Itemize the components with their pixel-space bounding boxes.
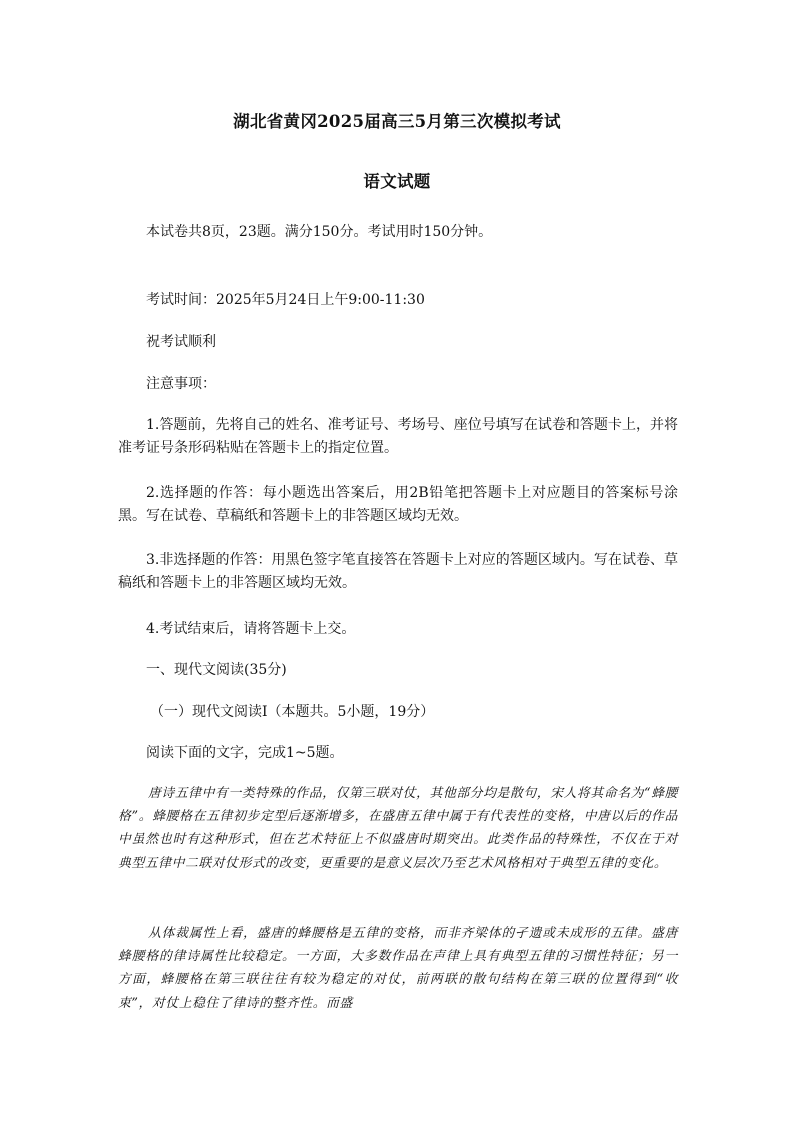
exam-title: 湖北省黄冈2025届高三5月第三次模拟考试 bbox=[233, 112, 561, 131]
section-heading: 一、现代文阅读(35分) bbox=[146, 662, 287, 678]
exam-wish: 祝考试顺利 bbox=[146, 334, 216, 350]
notice-item: 2.选择题的作答：每小题选出答案后，用2B铅笔把答题卡上对应题目的答案标号涂黑。写在试卷、草稿纸和答题卡上的非答题区域均无效。 bbox=[118, 485, 678, 524]
section-sub-heading: （一）现代文阅读Ⅰ（本题共。5小题，19分） bbox=[150, 704, 435, 720]
notice-item: 3.非选择题的作答：用黑色签字笔直接答在答题卡上对应的答题区域内。写在试卷、草稿纸和答题卡上的非答题区域均无效。 bbox=[118, 552, 678, 591]
notice-item: 1.答题前，先将自己的姓名、准考证号、考场号、座位号填写在试卷和答题卡上，并将准考证号条形码粘贴在答题卡上的指定位置。 bbox=[118, 417, 678, 456]
reading-instruction: 阅读下面的文字，完成1~5题。 bbox=[146, 745, 344, 761]
notice-heading: 注意事项： bbox=[146, 376, 216, 392]
article-paragraph: 从体裁属性上看，盛唐的蜂腰格是五律的变格，而非齐梁体的孑遗或未成形的五律。盛唐蜂腰格的律诗属性比较稳定。一方面，大多数作品在声律上具有典型五律的习惯性特征；另一方面，蜂腰格在第三联往往有较为稳定的对仗，前两联的散句结构在第三联的位置得到“收束”，对仗上稳住了律诗的整齐性。而盛 bbox=[118, 926, 678, 1011]
article-paragraph: 唐诗五律中有一类特殊的作品，仅第三联对仗，其他部分均是散句，宋人将其命名为“蜂腰格”。蜂腰格在五律初步定型后逐渐增多，在盛唐五律中属于有代表性的变格，中唐以后的作品中虽然也时有这种形式，但在艺术特征上不似盛唐时期突出。此类作品的特殊性，不仅在于对典型五律中二联对仗形式的改变，更重要的是意义层次乃至艺术风格相对于典型五律的变化。 bbox=[118, 786, 678, 871]
notice-item: 4.考试结束后，请将答题卡上交。 bbox=[146, 621, 356, 637]
exam-subtitle: 语文试题 bbox=[363, 172, 431, 191]
exam-summary: 本试卷共8页，23题。满分150分。考试用时150分钟。 bbox=[146, 224, 493, 240]
exam-time: 考试时间：2025年5月24日上午9:00-11:30 bbox=[146, 292, 425, 308]
